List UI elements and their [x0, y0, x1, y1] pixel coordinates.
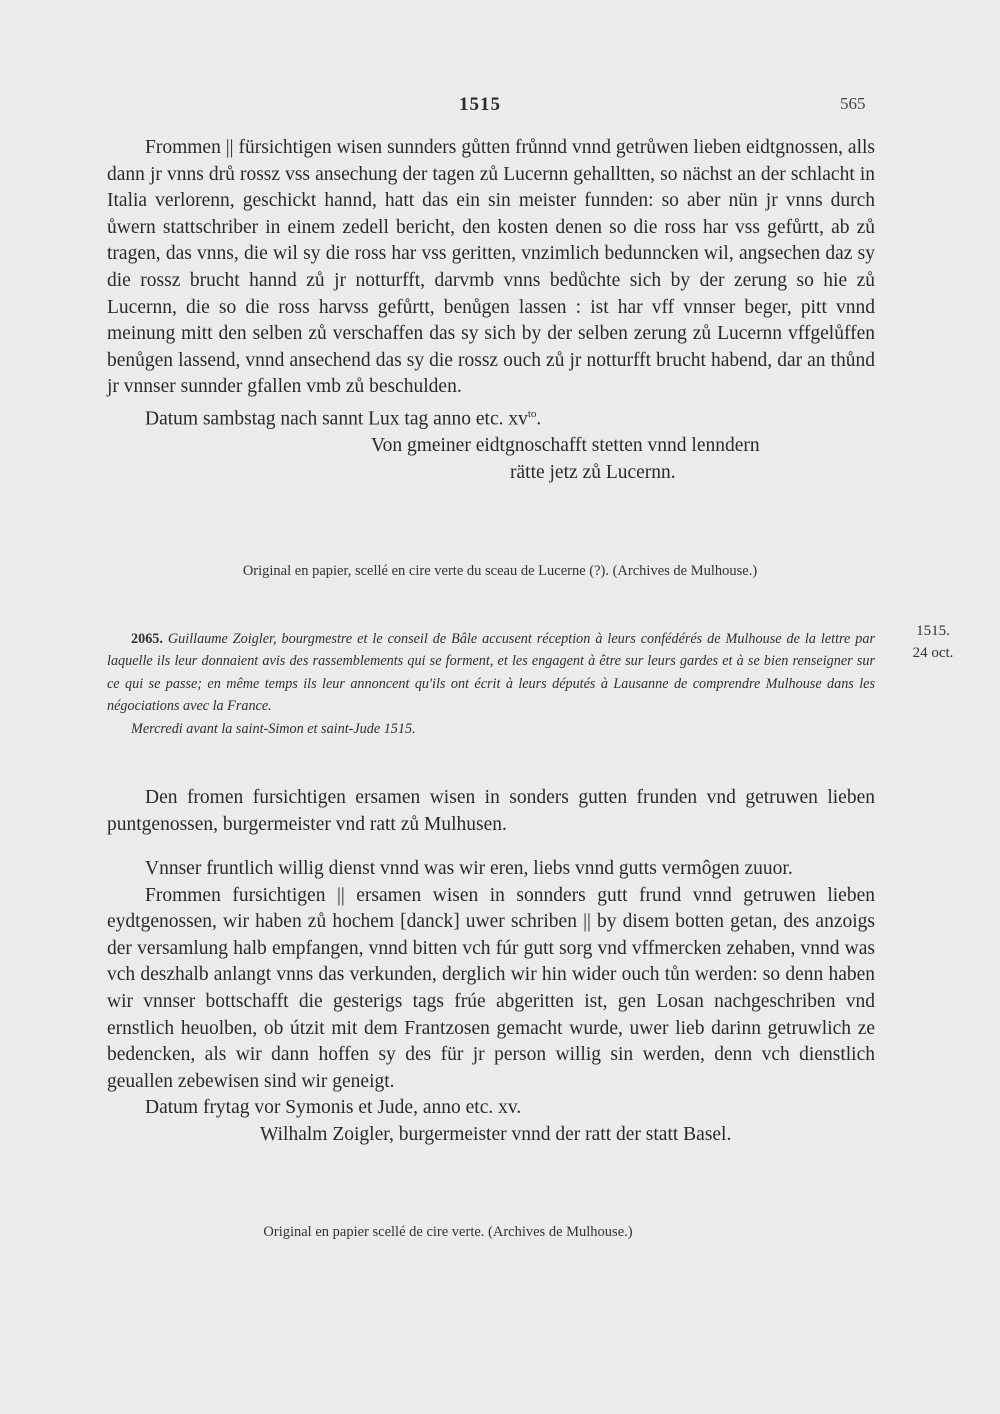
- letter-1-source-note: Original en papier, scellé en cire verte du sceau de Lucerne (?). (Archives de Mulhouse.): [242, 563, 758, 579]
- page-number: 565: [840, 94, 866, 113]
- letter-2-address: [107, 785, 875, 838]
- margin-date: [898, 620, 968, 664]
- letter-2-body: [107, 856, 875, 1149]
- letter-1-paragraph: Frommen || fürsichtigen wisen sunnders gůtten frůnnd vnnd getrůwen lieben eidtgnossen, alls dann jr vnns drů rossz vss ansechung der tagen zů Lucernn gehalltten, so nächst an der schlacht in Italia verlorenn, geschickt hannd, hatt das ein sin meister funnden: so aber nün jr vnns durch ůwern stattschriber in einem zedell bericht, den kosten denen so die ross har vss gefůrtt, ab zů tragen, das vnns, die wil sy die ross har vss geritten, vnzimlich bedunncken wil, angsechen daz sy die rossz brucht hannd zů jr notturfft, darvmb vnns bedůchte sich by der zerung so hie zů Lucernn, die so die ross harvss gefůrtt, benůgen lassen : ist har vff vnnser beger, pitt vnnd meinung mitt den selben zů verschaffen das sy sich by der selben zerung zů Lucernn vffgelůffen benůgen lassend, vnnd ansechend das sy die rossz ouch zů jr notturfft brucht habend, dar an thůnd jr vnnser sunnder gfallen vmb zů beschulden.: [107, 137, 875, 398]
- letter-1-date: [107, 401, 875, 433]
- document-abstract: Guillaume Zoigler, bourgmestre et le conseil de Bâle accusent réception à leurs confédérés de Mulhouse de la lettre par laquelle ils leur donnaient avis des rassemblements qui se forment, et les engagent à être sur leurs gardes et à se bien renseigner sur ce qui se passe; en même temps ils leur annoncent qu'ils ont écrit à leurs députés à Lausanne de comprendre Mulhouse dans les négociations avec la France.: [107, 631, 875, 715]
- margin-day: 24 oct.: [912, 645, 954, 661]
- letter-1-signature-line-1: Von gmeiner eidtgnoschafft stetten vnnd lenndern: [371, 435, 760, 457]
- document-number: 2065.: [131, 631, 163, 647]
- letter-2-signature: Wilhalm Zoigler, burgermeister vnnd der ratt der statt Basel.: [260, 1123, 732, 1145]
- document-dateline: Mercredi avant la saint-Simon et saint-Jude 1515.: [131, 720, 416, 737]
- margin-year: 1515.: [916, 623, 950, 639]
- running-header-year: 1515: [459, 94, 501, 115]
- document-2065-abstract-block: [107, 628, 875, 740]
- letter-1-signature-line-2: rätte jetz zů Lucernn.: [510, 461, 676, 483]
- letter-1-body: [107, 135, 875, 486]
- letter-2-source-note: Original en papier scellé de cire verte. (Archives de Mulhouse.): [263, 1224, 633, 1240]
- letter-1-date-text: Datum sambstag nach sannt Lux tag anno etc. xv: [145, 408, 528, 430]
- letter-2-address-text: Den fromen fursichtigen ersamen wisen in sonders gutten frunden vnd getruwen lieben puntgenossen, burgermeister vnd ratt zů Mulhusen.: [107, 787, 875, 835]
- letter-2-salutation: Vnnser fruntlich willig dienst vnnd was wir eren, liebs vnnd gutts vermôgen zuuor.: [145, 858, 793, 879]
- letter-2-date: Datum frytag vor Symonis et Jude, anno etc. xv.: [145, 1097, 522, 1119]
- letter-2-paragraph: Frommen fursichtigen || ersamen wisen in sonnders gutt frund vnnd getruwen lieben eydtgenossen, wir haben zů hochem [danck] uwer schriben || by disem botten getan, des anzoigs der versamlung halb empfangen, vnnd bitten vch fúr gutt sorg vnd vffmercken zehaben, vnnd was vch deszhalb anlangt vnns das verkunden, derglich wir hin wider ouch tůn werden: so denn haben wir vnnser bottschafft die gesterigs tags frúe abgeritten ist, gen Losan nachgeschriben vnd ernstlich heuolben, ob útzit mit dem Frantzosen gemacht wurde, uwer lieb darinn getruwlich ze bedencken, als wir dann hoffen sy des für jr person willig sin werden, denn vch dienstlich geuallen zebewisen sind wir geneigt.: [107, 884, 875, 1092]
- letter-1-date-suffix: .: [536, 408, 542, 430]
- letter-1-date-superscript: to: [527, 407, 537, 420]
